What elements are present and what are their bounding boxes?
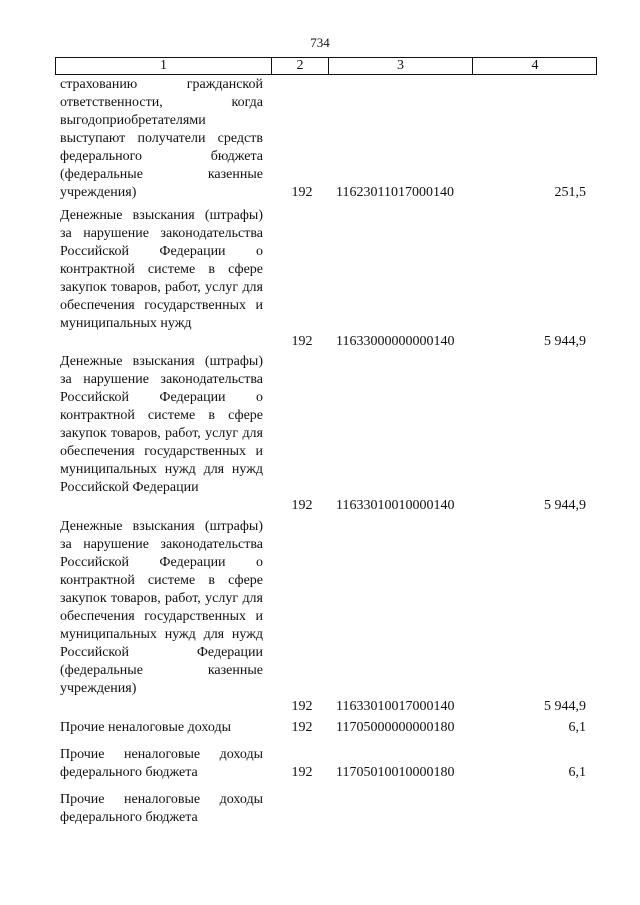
- row-values: [0, 497, 640, 515]
- row-description: Денежные взыскания (штрафы) за нарушение законодательства Российской Федерации о контрактной системе в сфере закупок товаров, работ, услуг для обеспечения государственных и муниципальных нужд: [60, 208, 263, 331]
- header-col-4: 4: [531, 58, 539, 73]
- table-row: [0, 791, 640, 827]
- row-kbk: 11705000000000180: [336, 720, 455, 735]
- row-amount: 5 944,9: [544, 498, 586, 513]
- row-code: 192: [291, 699, 313, 714]
- table-row: [0, 518, 640, 716]
- row-code: 192: [291, 720, 313, 735]
- row-code: 192: [291, 185, 313, 200]
- row-code: 192: [291, 498, 313, 513]
- row-kbk: 11623011017000140: [336, 185, 454, 200]
- row-amount: 6,1: [568, 720, 586, 735]
- table-row: [0, 746, 640, 782]
- row-kbk: 11633000000000140: [336, 334, 455, 349]
- row-description: Денежные взыскания (штрафы) за нарушение законодательства Российской Федерации о контрактной системе в сфере закупок товаров, работ, услуг для обеспечения государственных и муниципальных нужд для нужд Российской Федерации: [60, 354, 263, 495]
- header-col-2: 2: [296, 58, 304, 73]
- table-row: [0, 76, 640, 202]
- header-col-3: 3: [397, 58, 404, 73]
- row-kbk: 11633010017000140: [336, 699, 455, 714]
- row-description: Прочие неналоговые доходы федерального бюджета: [60, 747, 263, 780]
- row-amount: 5 944,9: [544, 699, 586, 714]
- row-description: страхованию гражданской ответственности, когда выгодоприобретателями выступают получатели средств федерального бюджета (федеральные казенные учреждения): [60, 77, 263, 200]
- table-row: [0, 207, 640, 351]
- row-values: [0, 184, 640, 202]
- row-kbk: 11705010010000180: [336, 765, 455, 780]
- row-description: Денежные взыскания (штрафы) за нарушение законодательства Российской Федерации о контрактной системе в сфере закупок товаров, работ, услуг для обеспечения государственных и муниципальных нужд для нужд Российской Федерации (федеральные казенные учреждения): [60, 519, 263, 696]
- row-values: [0, 719, 640, 737]
- row-amount: 6,1: [568, 765, 586, 780]
- page-number: 734: [310, 35, 330, 50]
- table-header: [55, 57, 597, 75]
- header-col-1: 1: [160, 58, 167, 73]
- row-values: [0, 333, 640, 351]
- table-row: [0, 353, 640, 515]
- row-amount: 251,5: [554, 185, 586, 200]
- row-code: 192: [291, 334, 313, 349]
- row-code: 192: [291, 765, 313, 780]
- row-amount: 5 944,9: [544, 334, 586, 349]
- row-description: Прочие неналоговые доходы федерального бюджета: [60, 792, 263, 825]
- row-kbk: 11633010010000140: [336, 498, 455, 513]
- row-description: Прочие неналоговые доходы: [60, 720, 232, 735]
- row-values: [0, 764, 640, 782]
- table-row: [0, 719, 640, 737]
- row-values: [0, 698, 640, 716]
